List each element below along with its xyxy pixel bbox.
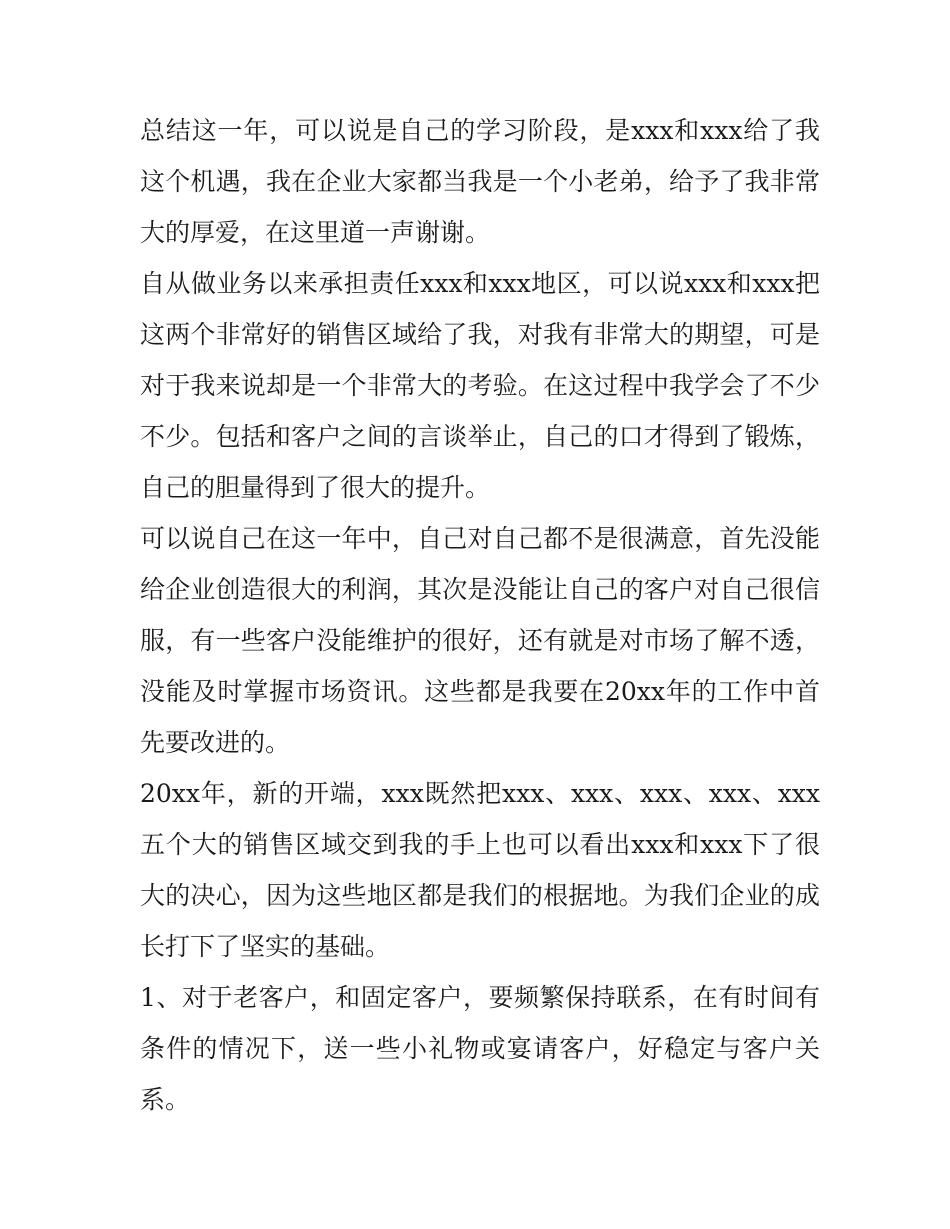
paragraph-business-regions: 自从做业务以来承担责任xxx和xxx地区，可以说xxx和xxx把这两个非常好的销售区域给了我，对我有非常大的期望，可是对于我来说却是一个非常大的考验。在这过程中我学会了不少不少。包括和客户之间的言谈举止，自己的口才得到了锻炼，自己的胆量得到了很大的提升。 — [140, 269, 820, 502]
paragraph-plan-item-1: 1、对于老客户，和固定客户，要频繁保持联系，在有时间有条件的情况下，送一些小礼物或宴请客户，好稳定与客户关系。 — [140, 983, 820, 1114]
paragraph-summary: 总结这一年，可以说是自己的学习阶段，是xxx和xxx给了我这个机遇，我在企业大家都当我是一个小老弟，给予了我非常大的厚爱，在这里道一声谢谢。 — [140, 116, 820, 247]
paragraph-self-assessment: 可以说自己在这一年中，自己对自己都不是很满意，首先没能给企业创造很大的利润，其次是没能让自己的客户对自己很信服，有一些客户没能维护的很好，还有就是对市场了解不透，没能及时掌握市场资讯。这些都是我要在20xx年的工作中首先要改进的。 — [140, 524, 820, 757]
document-body — [140, 105, 820, 1125]
paragraph-new-year: 20xx年，新的开端，xxx既然把xxx、xxx、xxx、xxx、xxx五个大的销售区域交到我的手上也可以看出xxx和xxx下了很大的决心，因为这些地区都是我们的根据地。为我们企业的成长打下了坚实的基础。 — [140, 779, 820, 961]
